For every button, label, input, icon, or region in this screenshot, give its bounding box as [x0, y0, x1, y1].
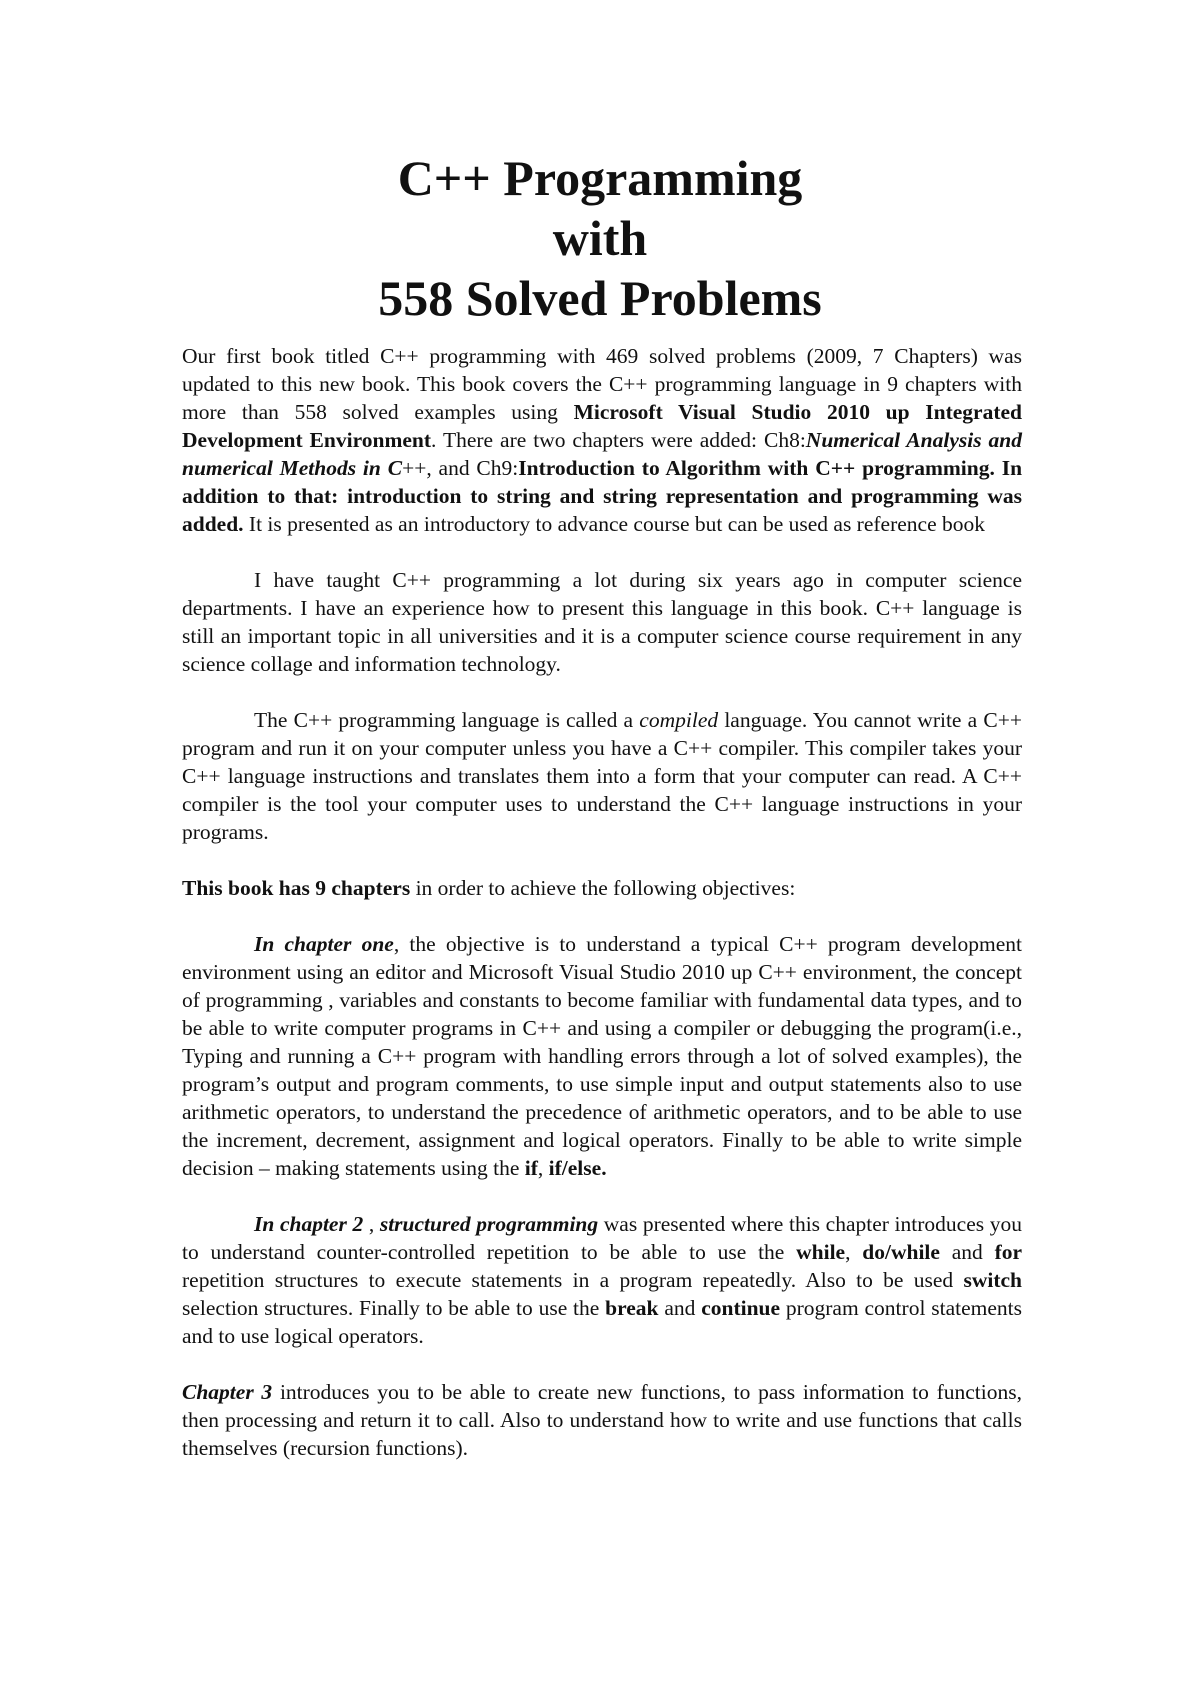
objectives-paragraph — [182, 874, 1022, 902]
chapter-two-text-3: , — [845, 1240, 863, 1264]
intro-text-2: . There are two chapters were added: Ch8: — [431, 428, 806, 452]
document-body — [182, 342, 1022, 1490]
chapter-one-label: In chapter one — [254, 932, 394, 956]
chapter-two-text-6: selection structures. Finally to be able to use the — [182, 1296, 606, 1320]
chapter-two-text-7: and — [658, 1296, 702, 1320]
chapter-two-label: In chapter 2 — [254, 1212, 364, 1236]
chapter-three-label: Chapter 3 — [182, 1380, 273, 1404]
title-line-3: 558 Solved Problems — [378, 270, 822, 326]
compiler-text-1: The C++ programming language is called a — [254, 708, 640, 732]
if-else-keyword: if/else. — [548, 1156, 607, 1180]
chapter-two-text-4: and — [939, 1240, 995, 1264]
for-keyword: for — [994, 1240, 1023, 1264]
intro-paragraph — [182, 342, 1022, 538]
structured-programming-label: structured programming — [379, 1212, 599, 1236]
chapter-two-text-2: was presented where this chapter introduces you to understand counter-controlled repetition to be able to use the — [182, 1212, 1022, 1264]
do-while-keyword: do/while — [862, 1240, 940, 1264]
compiler-text-2: language. You cannot write a C++ program and run it on your computer unless you have a C++ compiler. This compiler takes your C++ language instructions and translates them into a form that your computer can read. A C++ compiler is the tool your computer uses to understand the C++ language instructions in your programs. — [182, 708, 1023, 844]
objectives-text: in order to achieve the following objectives: — [410, 876, 796, 900]
intro-text-1: Our first book titled C++ programming with 469 solved problems (2009, 7 Chapters) was updated to this new book. This book covers the C++ programming language in 9 chapters with more than 558 solved examples using — [182, 344, 1022, 424]
chapter-one-text-2: , — [537, 1156, 549, 1180]
chapter-one-text-1: , the objective is to understand a typical C++ program development environment using an editor and Microsoft Visual Studio 2010 up C++ environment, the concept of programming , variables and constants to become familiar with fundamental data types, and to be able to write computer programs in C++ and using a compiler or debugging the program(i.e., Typing and running a C++ program with handling errors through a lot of solved examples), the program’s output and program comments, to use simple input and output statements also to use arithmetic operators, to understand the precedence of arithmetic operators, and to be able to use the increment, decrement, assignment and logical operators. Finally to be able to write simple decision – making statements using the — [182, 932, 1022, 1180]
intro-bold-ide: Microsoft Visual Studio 2010 up Integrated Development Environment — [182, 400, 1022, 452]
switch-keyword: switch — [963, 1268, 1022, 1292]
if-keyword: if — [524, 1156, 538, 1180]
title-line-1: C++ Programming — [397, 150, 803, 206]
chapter-two-text-8: program control statements and to use logical operators. — [182, 1296, 1022, 1348]
chapter-two-text-1: , — [363, 1212, 380, 1236]
compiler-paragraph — [182, 706, 1022, 846]
intro-text-4: It is presented as an introductory to advance course but can be used as reference book — [243, 512, 986, 536]
objectives-bold: This book has 9 chapters — [182, 876, 411, 900]
title-line-2: with — [552, 210, 648, 266]
experience-paragraph: I have taught C++ programming a lot during six years ago in computer science departments. I have an experience how to present this language in this book. C++ language is still an important topic in all universities and it is a computer science course requirement in any science collage and information technology. — [182, 568, 1022, 676]
continue-keyword: continue — [701, 1296, 781, 1320]
chapter-three-text: introduces you to be able to create new functions, to pass information to functions, then processing and return it to call. Also to understand how to write and use functions that calls themselves (recursion functions). — [182, 1380, 1022, 1460]
chapter-one-paragraph — [182, 930, 1022, 1182]
intro-text-3: ++, and Ch9: — [402, 456, 519, 480]
while-keyword: while — [796, 1240, 846, 1264]
intro-chapter8-title: Numerical Analysis and numerical Methods in C — [182, 428, 1022, 480]
book-title — [0, 148, 1200, 328]
chapter-three-paragraph — [182, 1378, 1022, 1462]
chapter-two-paragraph — [182, 1210, 1022, 1350]
intro-chapter9-title: Introduction to Algorithm with C++ programming. In addition to that: introduction to string and string representation and programming was added. — [182, 456, 1023, 536]
compiled-word: compiled — [639, 708, 719, 732]
break-keyword: break — [605, 1296, 659, 1320]
chapter-two-text-5: repetition structures to execute statements in a program repeatedly. Also to be used — [182, 1268, 964, 1292]
